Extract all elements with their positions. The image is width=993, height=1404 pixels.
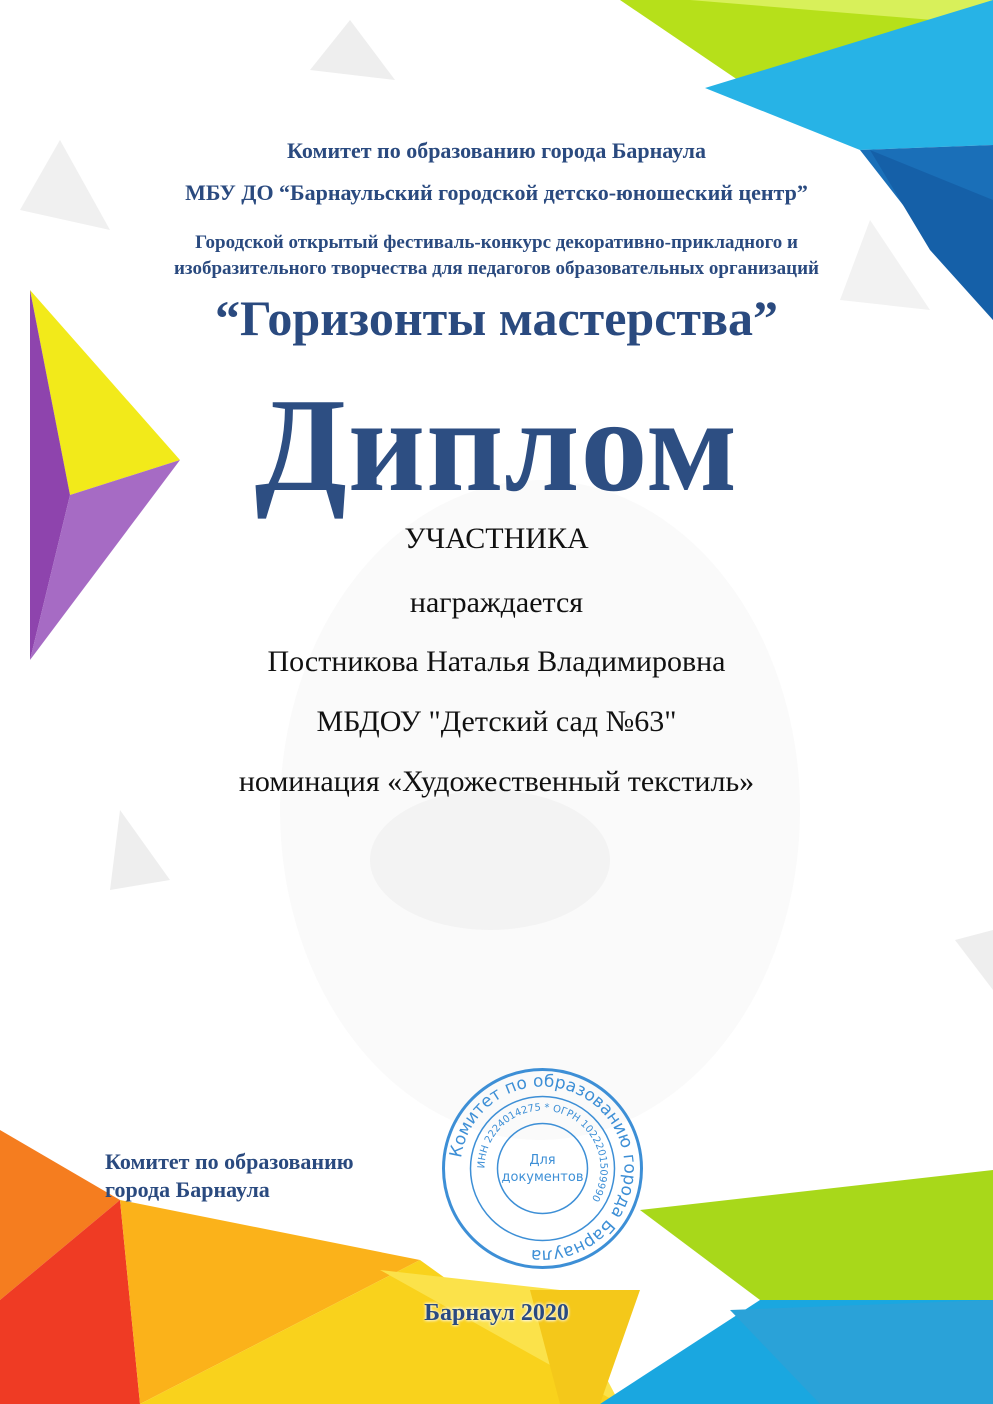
festival-description (0, 230, 993, 282)
center-heading: МБУ ДО “Барнаульский городской детско-юношеский центр” (185, 180, 808, 205)
diploma-title: Диплом (254, 371, 739, 519)
stamp-center-line-1: Для (529, 1153, 556, 1168)
diploma-kind: УЧАСТНИКА (404, 522, 589, 555)
festival-text: Городской открытый фестиваль-конкурс декоративно-прикладного и изобразительного творчества для педагогов образовательных организаций (173, 232, 819, 279)
committee-heading: Комитет по образованию города Барнаула (287, 138, 706, 163)
stamp-center-line-2: документов (501, 1170, 584, 1185)
stamp-ring-text: Комитет по образованию города Барнаула (446, 1071, 640, 1266)
recipient-organization: МБДОУ "Детский сад №63" (316, 705, 677, 738)
bg-shape-green-bottom (640, 1170, 993, 1300)
signature-line-1: Комитет по образованию (105, 1149, 354, 1174)
stamp-inn-text: ИНН 2224014275 * ОГРН 1022201509990 (476, 1102, 609, 1204)
festival-name: “Горизонты мастерства” (215, 290, 778, 346)
bg-shape-grey-4 (110, 810, 170, 890)
signature-line-2: города Барнаула (105, 1177, 270, 1202)
bg-shape-grey-5 (955, 930, 993, 990)
awarded-label: награждается (409, 586, 584, 619)
bg-shape-grey-1 (310, 20, 395, 80)
signature-block (105, 1148, 425, 1204)
stamp-middle-ring (471, 1097, 615, 1241)
stamp-outer-ring (444, 1070, 642, 1268)
watermark-palette (370, 790, 610, 930)
nomination: номинация «Художественный текстиль» (238, 765, 755, 798)
official-stamp (440, 1066, 645, 1271)
stamp-inner-ring (498, 1124, 588, 1214)
city-year: Барнаул 2020 (424, 1300, 569, 1326)
recipient-name: Постникова Наталья Владимировна (267, 645, 726, 678)
